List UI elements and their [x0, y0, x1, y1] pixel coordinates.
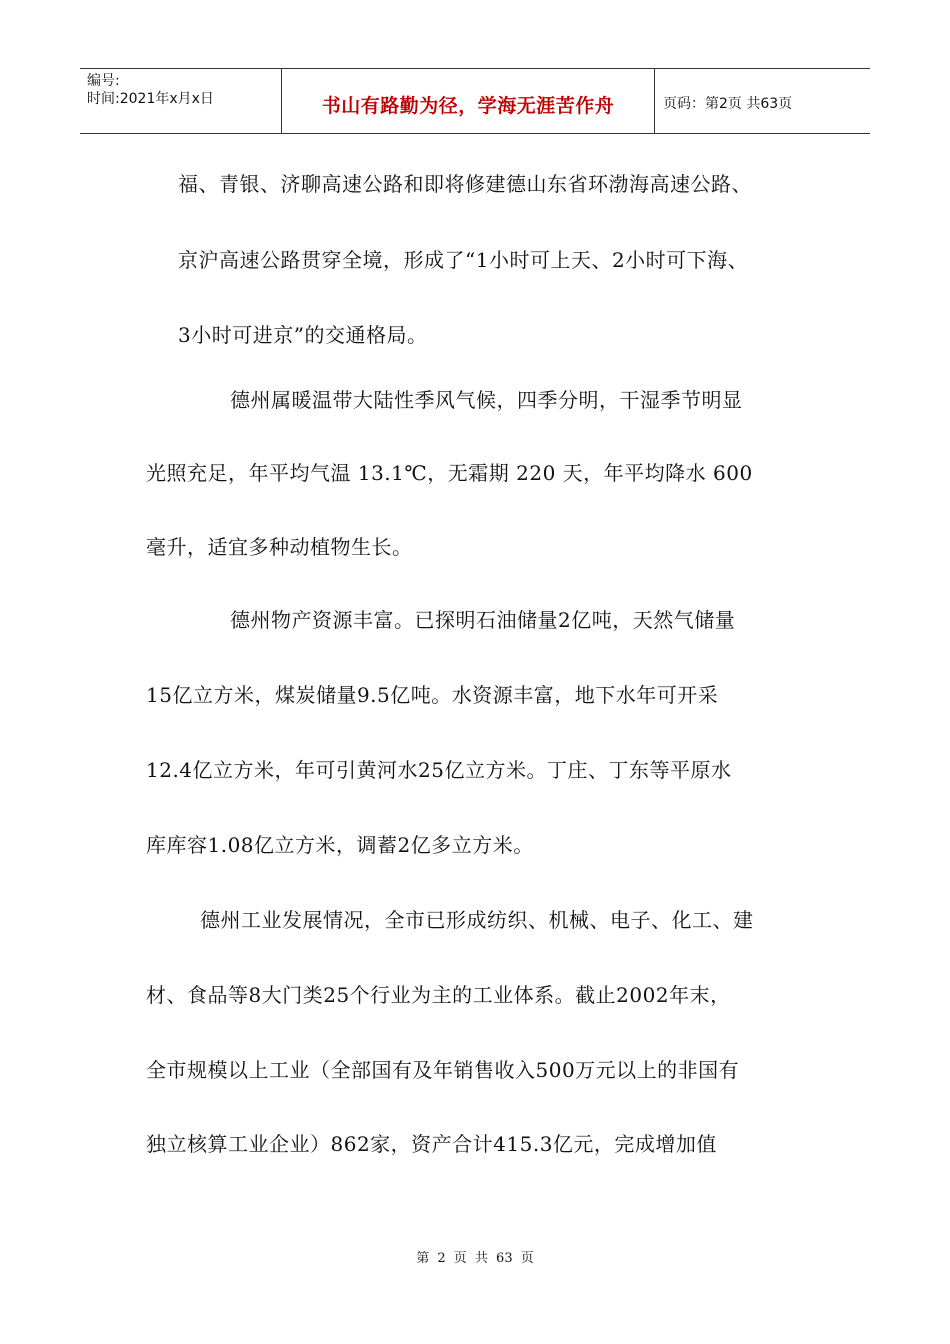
- page-header: [80, 68, 870, 134]
- text-line: 12.4亿立方米，年可引黄河水25亿立方米。丁庄、丁东等平原水: [146, 758, 732, 782]
- document-number: 编号:: [87, 73, 120, 89]
- document-date: 时间:2021年x月x日: [87, 91, 214, 107]
- text-line: 京沪高速公路贯穿全境，形成了“1小时可上天、2小时可下海、: [178, 248, 749, 272]
- header-motto: 书山有路勤为径，学海无涯苦作舟: [282, 69, 655, 133]
- paragraph-start: 德州工业发展情况，全市已形成纺织、机械、电子、化工、建: [200, 908, 754, 932]
- header-page-info: 页码：第2页 共63页: [663, 96, 793, 112]
- text-line: 库库容1.08亿立方米，调蓄2亿多立方米。: [146, 833, 534, 857]
- text-line: 毫升，适宜多种动植物生长。: [146, 535, 413, 559]
- header-meta: [80, 69, 282, 133]
- text-line: 3小时可进京”的交通格局。: [178, 323, 428, 347]
- text-line: 独立核算工业企业）862家，资产合计415.3亿元，完成增加值: [146, 1132, 717, 1156]
- page-footer: 第 2 页 共 63 页: [416, 1251, 534, 1266]
- text-line: 材、食品等8大门类25个行业为主的工业体系。截止2002年末，: [146, 983, 731, 1007]
- paragraph-start: 德州物产资源丰富。已探明石油储量2亿吨，天然气储量: [230, 608, 736, 632]
- paragraph-start: 德州属暖温带大陆性季风气候，四季分明，干湿季节明显: [230, 388, 743, 412]
- text-line: 福、青银、济聊高速公路和即将修建德山东省环渤海高速公路、: [178, 172, 752, 196]
- text-line: 15亿立方米，煤炭储量9.5亿吨。水资源丰富，地下水年可开采: [146, 683, 719, 707]
- text-line: 光照充足，年平均气温 13.1℃，无霜期 220 天，年平均降水 600: [146, 461, 753, 485]
- text-line: 全市规模以上工业（全部国有及年销售收入500万元以上的非国有: [146, 1058, 740, 1082]
